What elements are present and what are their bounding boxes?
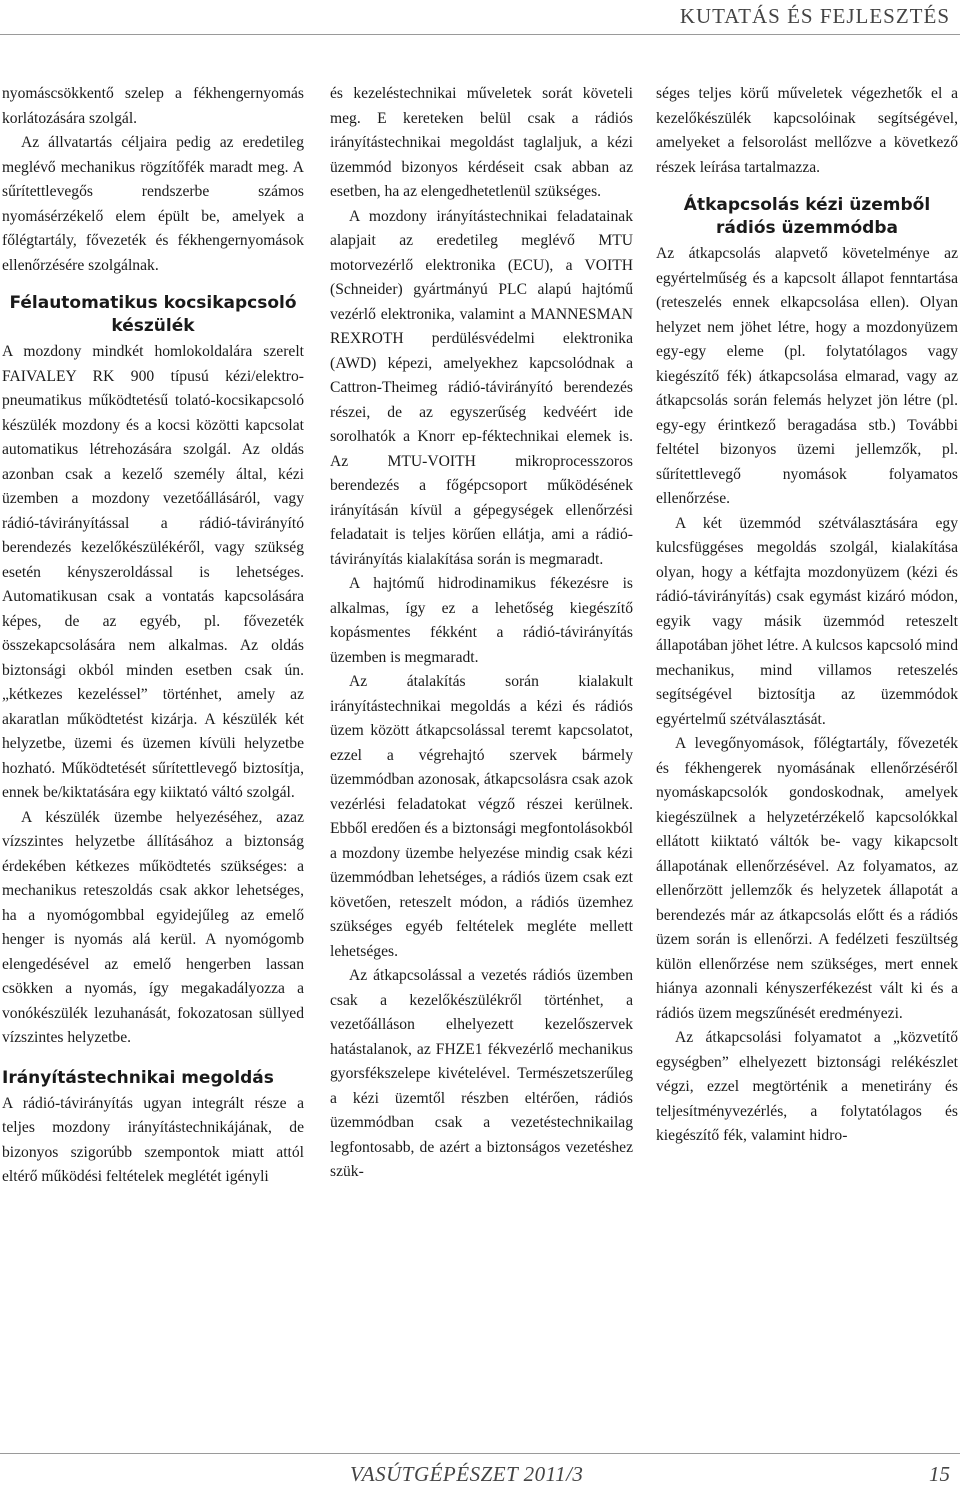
paragraph: nyomáscsökkentő szelep a fékhengernyomás korlátozására szolgál. xyxy=(2,85,304,127)
paragraph: A hajtómű hidrodinamikus fékezésre is alkalmas, így ez a lehetőség kiegészítő kopásmentes fékként a rádió-távirányítás üzemben is megmaradt. xyxy=(330,575,633,666)
column-2 xyxy=(330,82,633,1185)
column-3 xyxy=(656,82,958,1149)
subheading-coupler: Félautomatikus kocsikapcsoló készülék xyxy=(9,293,297,336)
paragraph: Az átkapcsolási folyamatot a „közvetítő egységben” elhelyezett biztonsági relékészlet végzi, ezzel megtörténik a menetirány és teljesítményvezérlés, a folytatólagos és kiegészítő fék, valamint hidro- xyxy=(656,1029,958,1144)
paragraph: Az átalakítás során kialakult irányítástechnikai megoldás a kézi és rádiós üzem között átkapcsolással teremt kapcsolatot, ezzel a végrehajtó szervek bármely üzemmódban azonosak, átkapcsolásra csak azok vezérlési feladatokat végző részei kerülnek. Ebből eredően és a biztonsági megfontolásokból a mozdony üzembe helyezése mindig csak kézi üzemmódban lehetséges, a rádiós üzem csak ezt követően, reteszelt módon, a rádiós üzemhez szükséges egyéb feltételek megléte mellett lehetséges. xyxy=(330,673,633,960)
paragraph: Az átkapcsolás alapvető követelménye az egyértelműség és a kapcsolt állapot fenntartása (reteszelés ennek elkapcsolása ellen). Olyan helyzet nem jöhet létre, hogy a mozdonyüzem egy-egy eleme (pl. folytatólagos vagy kiegészítő fék) átkapcsolása elmarad, vagy az átkapcsolás során felemás helyzet jön létre (pl. egy-egy érintkező beragadása stb.) További feltétel bizonyos üzemi jellemzők, pl. sűrítettlevegő nyomások folyamatos ellenőrzése. xyxy=(656,245,958,507)
paragraph: A két üzemmód szétválasztására egy kulcsfüggéses megoldás szolgál, kialakítása olyan, hogy a kétfajta mozdonyüzem (kézi és rádió-távirányítás) csak egymást kizáró módon, egyik vagy másik üzemmód reteszelt állapotában jöhet létre. A kulcsos kapcsoló mind mechanikus, mind villamos reteszelés segítségével biztosítja az üzemmódok egyértelmű szétválasztását. xyxy=(656,514,958,728)
subheading-control: Irányítástechnikai megoldás xyxy=(2,1067,274,1088)
subheading-switchover: Átkapcsolás kézi üzemből rádiós üzemmódba xyxy=(683,195,931,238)
journal-name: VASÚTGÉPÉSZET 2011/3 xyxy=(350,1462,584,1486)
header-rule xyxy=(0,34,960,35)
paragraph: A mozdony mindkét homlokoldalára szerelt FAIVALEY RK 900 típusú kézi/elektro-pneumatikus működtetésű tolató-kocsikapcsoló készülék mozdony és a kocsi közötti kapcsolat automatikus létrehozására szolgál. Az oldás azonban csak a kezelő személy által, kézi üzemben a mozdony vezetőállásáról, vagy rádió-távirányítással a rádió-távirányító berendezés kezelőkészülékéről, vagy szükség esetén kényszeroldással is lehetséges. Automatikusan csak a vontatás kapcsolására képes, de az egyéb, pl. fővezeték összekapcsolására nem alkalmas. Az oldás biztonsági okból minden esetben csak ún. „kétkezes kezeléssel” történhet, amely az akaratlan működtetést kizárja. A készülék két helyzetbe, üzemi és üzemen kívüli helyzetbe hozható. Működtetését sűrítettlevegő biztosítja, ennek be/kiktatására egy kiiktató váltó szolgál. xyxy=(2,343,304,801)
paragraph: A mozdony irányítástechnikai feladatainak alapjait az eredetileg meglévő MTU motorvezérlő elektronika (ECU), a VOITH (Schneider) gyártmányú PLC alapú hajtómű vezérlő elektronika, valamint a MANNESMAN REXROTH perdülésvédelmi elektronika (AWD) képezi, amelyekhez kapcsolódnak a Cattron-Theimeg rádió-távirányító berendezés részei, de az egyszerűség kedvéért ide sorolhatók a Knorr ep-féktechnikai elemek is. Az MTU-VOITH mikroprocesszoros berendezés a főgépcsoport működésének irányításán kívül a gépegységek ellenőrzési feladatait is teljes körűen ellátja, ami a rádió-távirányítás kialakítása során is megmaradt. xyxy=(330,207,633,568)
paragraph: séges teljes körű műveletek végezhetők el a kezelőkészülék kapcsolóinak segítségével, amelyeket a felsorolást mellőzve a következő részek leírása tartalmazza. xyxy=(656,85,958,176)
paragraph: és kezeléstechnikai műveletek sorát követeli meg. E kereteken belül csak a rádiós irányítástechnikai megoldást taglaljuk, a kézi üzemmód bizonyos kérdéseit csak abban az esetben, ha az elengedhetetlenül szükséges. xyxy=(330,85,633,200)
paragraph: Az állvatartás céljaira pedig az eredetileg meglévő mechanikus rögzítőfék maradt meg. A sűrítettlevegős rendszerbe számos nyomásérzékelő elem épült be, amelyek a főlégtartály, fővezeték és fékhengernyomások ellenőrzésére szolgálnak. xyxy=(2,134,304,274)
paragraph: A levegőnyomások, főlégtartály, fővezeték és fékhengerek nyomásának ellenőrzéséről nyomáskapcsolók gondoskodnak, amelyek kiegészülnek a helyzetérzékelő kapcsolókkal ellátott kiiktató váltók be- vagy kikapcsolt állapotának ellenőrzésével. Az folyamatos, az ellenőrzött jellemzők és helyzetek állapotát a berendezés már az átkapcsolás előtt és a rádiós üzem során is ellenőrzi. A fedélzeti feszültség külön ellenőrzése nem szükséges, mert ennek hiánya azonnali kényszerfékezést vált ki és a rádiós üzem megszűnését eredményezi. xyxy=(656,735,958,1022)
footer-rule xyxy=(0,1453,960,1454)
paragraph: A készülék üzembe helyezéséhez, azaz vízszintes helyzetbe állításához a biztonság érdekében kétkezes működtetés szükséges: a mechanikus reteszoldás csak akkor lehetséges, ha a nyomógombbal egyidejűleg az emelő henger is nyomás alá kerül. A nyomógomb elengedésével az emelő hengerben lassan csökken a nyomás, így megakadályozza a vonókészülék lezuhanását, fokozatosan süllyed vízszintes helyzetbe. xyxy=(2,808,304,1046)
page-number: 15 xyxy=(929,1462,950,1486)
paragraph: A rádió-távirányítás ugyan integrált része a teljes mozdony irányítástechnikájának, de bizonyos szigorúbb szempontok miatt attól eltérő működési feltételek meglétét igényli xyxy=(2,1094,304,1185)
section-title: KUTATÁS ÉS FEJLESZTÉS xyxy=(679,4,950,28)
paragraph: Az átkapcsolással a vezetés rádiós üzemben csak a kezelőkészülékről történhet, a vezetőálláson elhelyezett kezelőszervek hatástalanok, az FHZE1 fékvezérlő mechanikus gyorsfékszelepe kivételével. Természetszerűleg a kézi üzemtől részben eltérően, rádiós üzemmódban csak a vezetéstechnikailag legfontosabb, de azért a biztonságos vezetéshez szük- xyxy=(330,967,633,1180)
column-1 xyxy=(2,82,304,1190)
